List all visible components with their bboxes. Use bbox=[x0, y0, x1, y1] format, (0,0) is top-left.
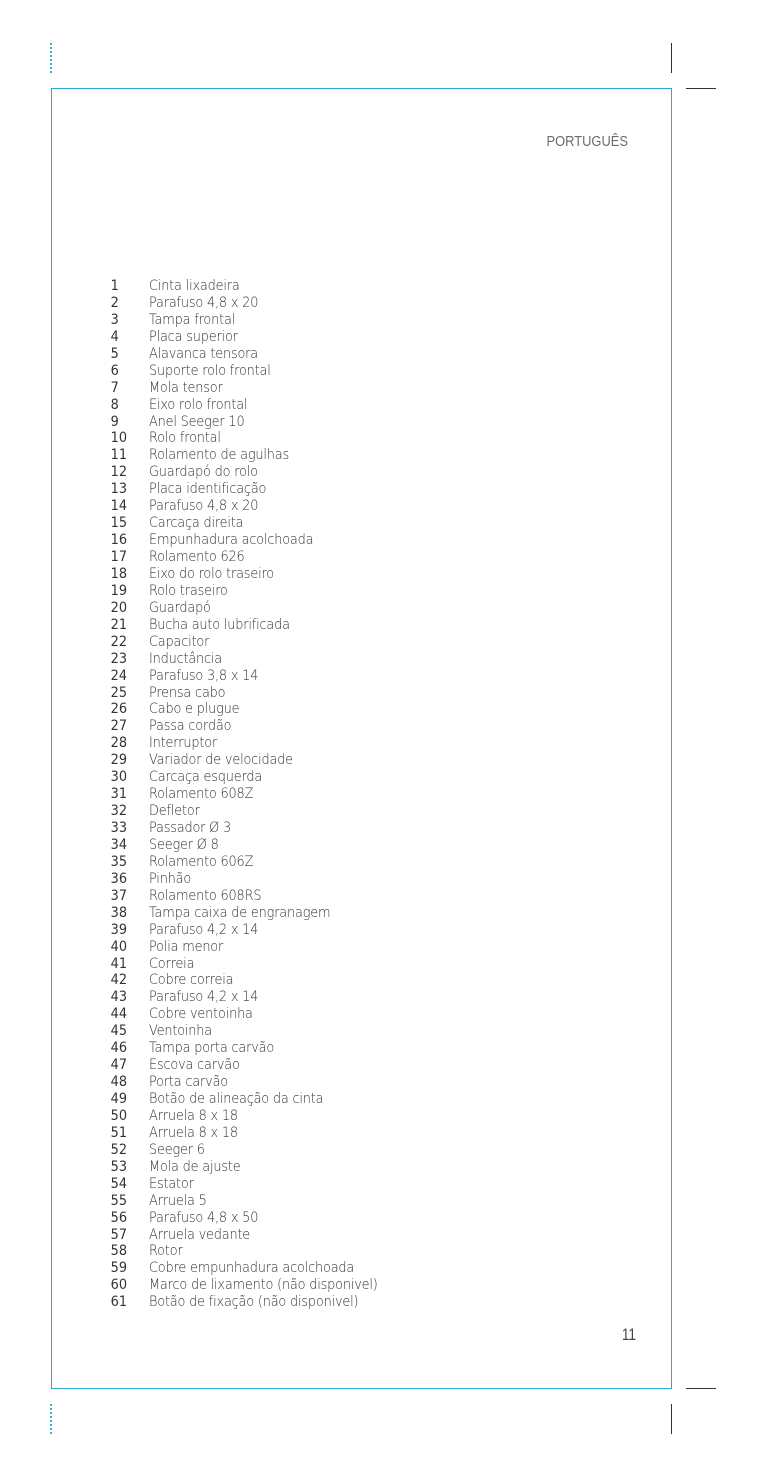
part-number: 29 bbox=[110, 752, 128, 769]
part-name: Placa identificação bbox=[149, 481, 267, 498]
part-item bbox=[107, 854, 398, 871]
part-number: 56 bbox=[110, 1209, 128, 1226]
part-name: Defletor bbox=[149, 803, 200, 820]
part-item bbox=[107, 837, 398, 854]
part-item bbox=[107, 905, 398, 922]
part-number: 53 bbox=[110, 1158, 128, 1175]
part-name: Passador Ø 3 bbox=[149, 820, 232, 836]
crop-mark-bottom-right-horizontal bbox=[686, 1388, 716, 1389]
part-item bbox=[107, 651, 398, 668]
part-item bbox=[107, 617, 398, 634]
part-name: Ventoinha bbox=[149, 1023, 212, 1040]
part-item bbox=[107, 956, 398, 973]
part-name: Tampa frontal bbox=[149, 311, 236, 328]
part-item bbox=[107, 871, 398, 888]
part-number: 9 bbox=[110, 413, 119, 430]
part-item bbox=[107, 481, 398, 498]
part-number: 21 bbox=[110, 616, 128, 633]
part-number: 4 bbox=[110, 328, 119, 345]
part-item bbox=[107, 278, 398, 295]
part-number: 22 bbox=[110, 633, 128, 650]
part-item bbox=[107, 532, 398, 549]
part-name: Polia menor bbox=[149, 938, 224, 955]
part-item bbox=[107, 414, 398, 431]
part-number: 46 bbox=[110, 1040, 128, 1057]
part-number: 32 bbox=[110, 803, 128, 820]
part-name: Cinta lixadeira bbox=[149, 278, 240, 294]
part-number: 6 bbox=[110, 362, 119, 379]
part-number: 43 bbox=[110, 989, 128, 1006]
part-name: Seeger Ø 8 bbox=[149, 836, 219, 853]
part-name: Carcaça esquerda bbox=[149, 769, 263, 786]
part-name: Cobre empunhadura acolchoada bbox=[149, 1260, 355, 1277]
part-name: Eixo do rolo traseiro bbox=[149, 565, 275, 582]
part-name: Correia bbox=[149, 955, 195, 972]
part-number: 15 bbox=[110, 515, 128, 532]
part-item bbox=[107, 1277, 398, 1294]
part-number: 8 bbox=[110, 396, 119, 413]
part-item bbox=[107, 583, 398, 600]
part-item bbox=[107, 1023, 398, 1040]
part-item bbox=[107, 888, 398, 905]
part-name: Botão de alineação da cinta bbox=[149, 1091, 324, 1107]
part-item bbox=[107, 498, 398, 515]
part-name: Inductância bbox=[149, 650, 223, 667]
part-name: Prensa cabo bbox=[149, 684, 226, 701]
part-item bbox=[107, 363, 398, 380]
part-name: Guardapó bbox=[149, 599, 211, 616]
part-name: Parafuso 3,8 x 14 bbox=[149, 667, 259, 684]
page-number: 11 bbox=[621, 1325, 636, 1344]
part-number: 57 bbox=[110, 1226, 128, 1243]
part-item bbox=[107, 1006, 398, 1023]
part-item bbox=[107, 549, 398, 566]
part-item bbox=[107, 1294, 398, 1311]
part-number: 51 bbox=[110, 1124, 128, 1141]
part-item bbox=[107, 1142, 398, 1159]
part-number: 59 bbox=[110, 1260, 128, 1277]
part-name: Rolamento 608RS bbox=[149, 887, 262, 904]
part-name: Carcaça direita bbox=[149, 515, 244, 532]
part-name: Tampa caixa de engranagem bbox=[149, 904, 331, 921]
part-number: 14 bbox=[110, 498, 128, 515]
part-number: 31 bbox=[110, 786, 128, 803]
part-item bbox=[107, 634, 398, 651]
part-name: Rolamento 606Z bbox=[149, 853, 254, 870]
part-name: Cobre correia bbox=[149, 972, 234, 989]
part-number: 5 bbox=[110, 345, 119, 362]
part-item bbox=[107, 397, 398, 414]
part-item bbox=[107, 820, 398, 837]
part-item bbox=[107, 989, 398, 1006]
part-number: 44 bbox=[110, 1006, 128, 1023]
part-name: Bucha auto lubrificada bbox=[149, 616, 290, 633]
part-name: Passa cordão bbox=[149, 718, 232, 735]
part-name: Mola tensor bbox=[149, 379, 223, 396]
part-number: 13 bbox=[110, 481, 128, 498]
part-item bbox=[107, 1210, 398, 1227]
part-name: Suporte rolo frontal bbox=[149, 362, 271, 379]
part-name: Porta carvão bbox=[149, 1074, 228, 1091]
part-name: Parafuso 4,2 x 14 bbox=[149, 921, 259, 938]
part-number: 10 bbox=[110, 430, 128, 447]
part-item bbox=[107, 752, 398, 769]
part-item bbox=[107, 566, 398, 583]
part-number: 41 bbox=[110, 955, 128, 972]
part-item bbox=[107, 1159, 398, 1176]
part-number: 2 bbox=[110, 294, 119, 311]
part-number: 19 bbox=[110, 582, 128, 599]
part-item bbox=[107, 430, 398, 447]
part-number: 33 bbox=[110, 820, 128, 836]
part-name: Guardapó do rolo bbox=[149, 464, 258, 481]
part-number: 52 bbox=[110, 1141, 128, 1158]
part-item bbox=[107, 735, 398, 752]
part-name: Capacitor bbox=[149, 633, 210, 650]
part-item bbox=[107, 668, 398, 685]
part-number: 42 bbox=[110, 972, 128, 989]
part-item bbox=[107, 939, 398, 956]
part-item bbox=[107, 1260, 398, 1277]
part-number: 47 bbox=[110, 1057, 128, 1074]
part-item bbox=[107, 769, 398, 786]
part-name: Interruptor bbox=[149, 735, 218, 752]
part-name: Rolamento 608Z bbox=[149, 786, 254, 803]
part-name: Arruela 8 x 18 bbox=[149, 1124, 238, 1141]
part-number: 49 bbox=[110, 1091, 128, 1107]
part-name: Eixo rolo frontal bbox=[149, 396, 248, 413]
part-name: Anel Seeger 10 bbox=[149, 413, 245, 430]
part-number: 34 bbox=[110, 836, 128, 853]
part-number: 48 bbox=[110, 1074, 128, 1091]
part-item bbox=[107, 1176, 398, 1193]
part-number: 20 bbox=[110, 599, 128, 616]
part-item bbox=[107, 803, 398, 820]
part-item bbox=[107, 1193, 398, 1210]
part-item bbox=[107, 786, 398, 803]
part-number: 28 bbox=[110, 735, 128, 752]
part-number: 16 bbox=[110, 532, 128, 549]
part-item bbox=[107, 922, 398, 939]
part-item bbox=[107, 1040, 398, 1057]
part-item bbox=[107, 701, 398, 718]
crop-mark-bottom-left bbox=[50, 1404, 52, 1434]
part-name: Cobre ventoinha bbox=[149, 1006, 253, 1023]
part-number: 12 bbox=[110, 464, 128, 481]
part-number: 23 bbox=[110, 650, 128, 667]
part-name: Estator bbox=[149, 1175, 194, 1192]
part-number: 1 bbox=[110, 278, 119, 294]
part-number: 17 bbox=[110, 549, 128, 565]
part-item bbox=[107, 380, 398, 397]
part-name: Escova carvão bbox=[149, 1057, 240, 1074]
part-item bbox=[107, 1108, 398, 1125]
parts-list bbox=[107, 278, 398, 1311]
part-name: Mola de ajuste bbox=[149, 1158, 241, 1175]
part-item bbox=[107, 346, 398, 363]
language-heading: PORTUGUÊS bbox=[546, 133, 628, 150]
part-name: Parafuso 4,8 x 20 bbox=[149, 294, 259, 311]
part-item bbox=[107, 1125, 398, 1142]
part-name: Marco de lixamento (não disponivel) bbox=[149, 1277, 378, 1294]
part-number: 39 bbox=[110, 921, 128, 938]
part-name: Botão de fixação (não disponivel) bbox=[149, 1294, 359, 1311]
part-name: Rolo traseiro bbox=[149, 582, 228, 599]
part-name: Alavanca tensora bbox=[149, 345, 259, 362]
part-number: 50 bbox=[110, 1107, 128, 1124]
part-name: Arruela 5 bbox=[149, 1192, 207, 1209]
part-name: Variador de velocidade bbox=[149, 752, 293, 769]
part-name: Pinhão bbox=[149, 870, 192, 887]
crop-mark-bottom-right-vertical bbox=[671, 1404, 672, 1434]
part-item bbox=[107, 1074, 398, 1091]
part-number: 55 bbox=[110, 1192, 128, 1209]
part-item bbox=[107, 295, 398, 312]
part-number: 3 bbox=[110, 311, 119, 328]
part-number: 7 bbox=[110, 379, 119, 396]
part-number: 58 bbox=[110, 1243, 128, 1260]
part-name: Rolo frontal bbox=[149, 430, 221, 447]
part-name: Arruela vedante bbox=[149, 1226, 251, 1243]
crop-mark-top-right-vertical bbox=[671, 43, 672, 73]
part-item bbox=[107, 1243, 398, 1260]
part-item bbox=[107, 464, 398, 481]
part-name: Arruela 8 x 18 bbox=[149, 1107, 238, 1124]
part-name: Empunhadura acolchoada bbox=[149, 532, 314, 549]
part-item bbox=[107, 1227, 398, 1244]
part-item bbox=[107, 1091, 398, 1108]
part-number: 35 bbox=[110, 853, 128, 870]
part-name: Cabo e plugue bbox=[149, 701, 240, 718]
part-name: Placa superior bbox=[149, 328, 238, 345]
part-name: Tampa porta carvão bbox=[149, 1040, 275, 1057]
part-number: 24 bbox=[110, 667, 128, 684]
part-number: 30 bbox=[110, 769, 128, 786]
part-number: 60 bbox=[110, 1277, 128, 1294]
part-name: Rolamento 626 bbox=[149, 549, 245, 565]
part-name: Parafuso 4,8 x 20 bbox=[149, 498, 259, 515]
part-name: Rolamento de agulhas bbox=[149, 447, 290, 464]
crop-mark-top-right-horizontal bbox=[686, 88, 716, 89]
part-item bbox=[107, 972, 398, 989]
part-number: 40 bbox=[110, 938, 128, 955]
part-item bbox=[107, 312, 398, 329]
part-number: 26 bbox=[110, 701, 128, 718]
part-name: Rotor bbox=[149, 1243, 183, 1260]
part-number: 54 bbox=[110, 1175, 128, 1192]
part-item bbox=[107, 515, 398, 532]
part-number: 38 bbox=[110, 904, 128, 921]
part-name: Seeger 6 bbox=[149, 1141, 205, 1158]
part-number: 61 bbox=[110, 1294, 128, 1311]
part-number: 45 bbox=[110, 1023, 128, 1040]
part-item bbox=[107, 600, 398, 617]
part-number: 25 bbox=[110, 684, 128, 701]
part-item bbox=[107, 718, 398, 735]
part-number: 11 bbox=[110, 447, 128, 464]
part-number: 27 bbox=[110, 718, 128, 735]
part-name: Parafuso 4,8 x 50 bbox=[149, 1209, 259, 1226]
crop-mark-top-left bbox=[50, 43, 52, 73]
part-item bbox=[107, 1057, 398, 1074]
part-number: 37 bbox=[110, 887, 128, 904]
part-item bbox=[107, 447, 398, 464]
part-number: 36 bbox=[110, 870, 128, 887]
part-item bbox=[107, 685, 398, 702]
part-number: 18 bbox=[110, 565, 128, 582]
part-name: Parafuso 4,2 x 14 bbox=[149, 989, 259, 1006]
part-item bbox=[107, 329, 398, 346]
